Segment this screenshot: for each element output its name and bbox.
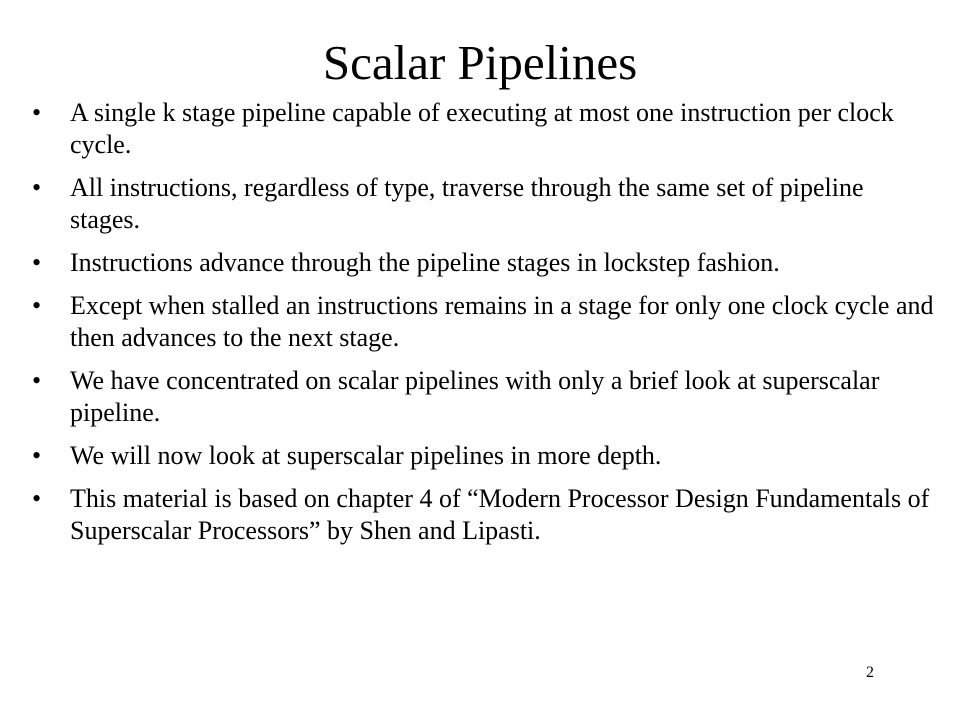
bullet-text: A single k stage pipeline capable of executing at most one instruction per clock cycle. [70, 98, 894, 159]
bullet-item [30, 290, 940, 354]
bullet-item [30, 483, 940, 547]
bullet-text: We have concentrated on scalar pipelines with only a brief look at superscalar pipeline. [70, 366, 880, 427]
page-number: 2 [866, 664, 874, 681]
bullet-item [30, 172, 940, 236]
bullet-text: This material is based on chapter 4 of “Modern Processor Design Fundamentals of Superscalar Processors” by Shen and Lipasti. [70, 484, 930, 545]
bullet-text: All instructions, regardless of type, traverse through the same set of pipeline stages. [70, 173, 864, 234]
slide-title: Scalar Pipelines [322, 35, 638, 90]
bullet-item [30, 247, 940, 279]
bullet-text: Except when stalled an instructions remains in a stage for only one clock cycle and then advances to the next stage. [70, 291, 934, 352]
bullet-icon: • [32, 366, 42, 395]
bullet-item [30, 440, 940, 472]
bullet-text: We will now look at superscalar pipelines in more depth. [70, 441, 662, 470]
bullet-icon: • [32, 248, 42, 277]
bullet-icon: • [32, 441, 42, 470]
bullet-icon: • [32, 173, 42, 202]
bullet-text: Instructions advance through the pipeline stages in lockstep fashion. [70, 248, 780, 277]
bullet-item [30, 365, 940, 429]
bullet-item [30, 97, 940, 161]
bullet-icon: • [32, 291, 42, 320]
bullet-icon: • [32, 484, 42, 513]
bullet-icon: • [32, 98, 42, 127]
bullet-list [30, 97, 940, 558]
